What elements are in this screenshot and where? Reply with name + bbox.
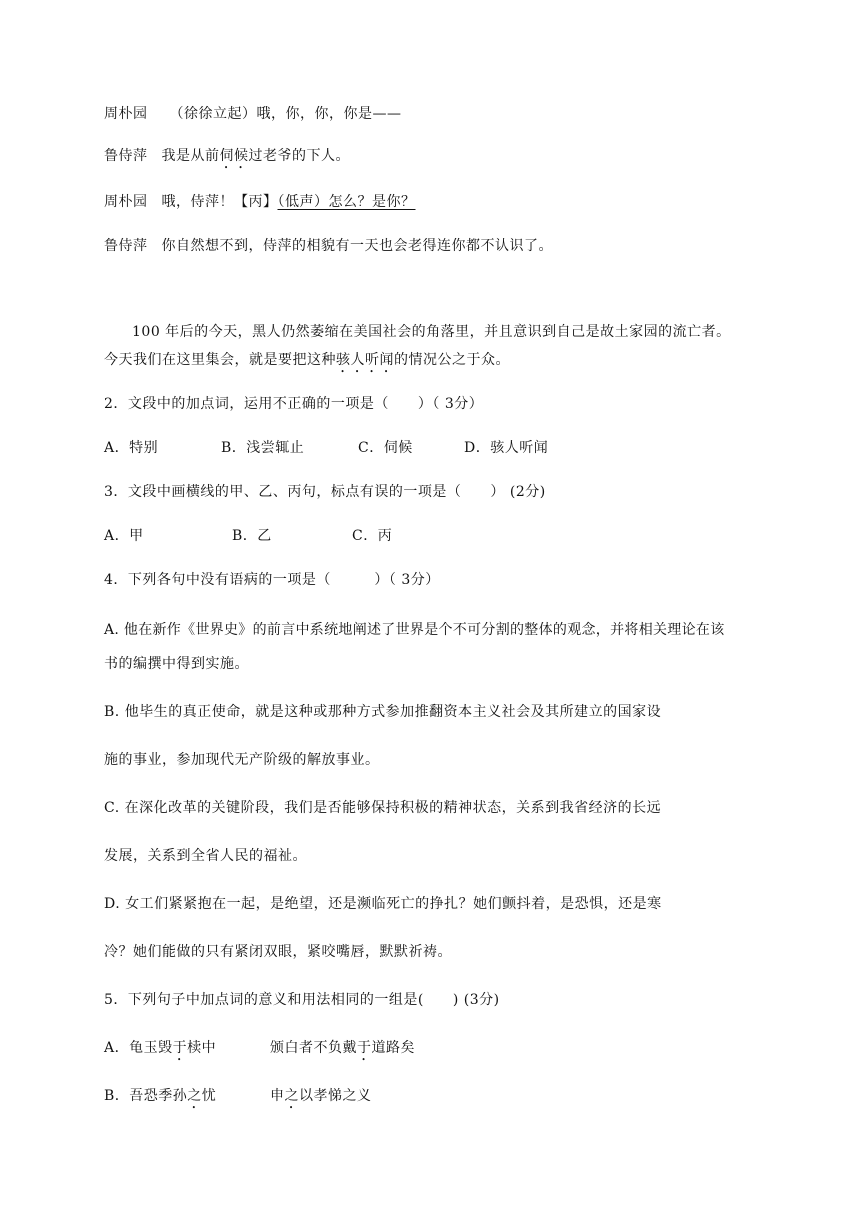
- question-3-stem: 3．文段中画横线的甲、乙、丙句，标点有误的一项是（ ） (2分): [104, 484, 546, 500]
- passage-text: 的情况公之于众。: [394, 352, 510, 368]
- q4-option-c-line-2: 发展，关系到全省人民的福祉。: [104, 848, 307, 864]
- option-c: C．丙: [352, 528, 393, 544]
- dotted-word: 于: [357, 1040, 372, 1056]
- dialogue-text: 你自然想不到，侍萍的相貌有一天也会老得连你都不认识了。: [161, 238, 553, 254]
- dialogue-line-1: [104, 104, 402, 124]
- speaker: 鲁侍萍: [104, 148, 148, 164]
- passage-text: 今天我们在这里集会，就是要把这种: [104, 352, 336, 368]
- question-2-options: [104, 438, 548, 458]
- text: 道路矣: [371, 1040, 415, 1056]
- bracket-label: 【丙】: [234, 194, 278, 210]
- text: 颁白者不负戴: [270, 1040, 357, 1056]
- dialogue-line-4: [104, 236, 553, 256]
- q4-option-a-line-2: 书的编撰中得到实施。: [104, 656, 249, 672]
- text: 忧: [201, 1088, 217, 1104]
- text: B．吾恐季孙: [104, 1088, 188, 1104]
- text: A．龟玉毁: [104, 1040, 173, 1056]
- dialogue-text: 我是从前伺候过老爷的下人。: [161, 148, 350, 164]
- q4-option-b-line-2: 施的事业，参加现代无产阶级的解放事业。: [104, 752, 380, 768]
- dotted-word: 之: [284, 1088, 299, 1104]
- q5-b-left: [104, 1086, 270, 1112]
- question-4-stem: 4．下列各句中没有语病的一项是（ ）（ 3分）: [104, 572, 440, 588]
- passage-line-2: [104, 350, 510, 376]
- q4-option-d-line-1: D. 女工们紧紧抱在一起，是绝望，还是濒临死亡的挣扎？她们颤抖着，是恐惧，还是寒: [104, 896, 662, 912]
- q5-b-right: [270, 1088, 372, 1104]
- passage-line-1: 100 年后的今天，黑人仍然萎缩在美国社会的角落里，并且意识到自己是故土家园的流亡者。: [132, 324, 731, 340]
- dialogue-line-3: [104, 192, 416, 212]
- option-b: B．浅尝辄止: [221, 440, 305, 456]
- dotted-word: 之: [187, 1088, 202, 1104]
- q5-a-left: [104, 1038, 270, 1064]
- dialogue-line-2: [104, 146, 350, 172]
- q4-option-a-line-1: A. 他在新作《世界史》的前言中系统地阐述了世界是个不可分割的整体的观念，并将相关理论在该: [104, 622, 725, 638]
- option-a: A．甲: [104, 528, 144, 544]
- q4-option-b-line-1: B. 他毕生的真正使命，就是这种或那种方式参加推翻资本主义社会及其所建立的国家设: [104, 704, 662, 720]
- q5-a-right: [270, 1040, 415, 1056]
- text: 申: [270, 1088, 285, 1104]
- question-3-options: [104, 526, 392, 546]
- q4-option-d-line-2: 冷？她们能做的只有紧闭双眼，紧咬嘴唇，默默祈祷。: [104, 944, 452, 960]
- option-c: C．伺候: [358, 440, 413, 456]
- dotted-word: 于: [172, 1040, 188, 1056]
- text: 以孝悌之义: [299, 1088, 372, 1104]
- dotted-word: 伺候: [219, 148, 249, 164]
- dotted-word: 骇人听闻: [336, 352, 394, 368]
- option-a: A．特别: [104, 440, 159, 456]
- option-b: B．乙: [232, 528, 272, 544]
- underlined-sentence: （低声）怎么？是你？: [277, 194, 416, 210]
- dialogue-text: （徐徐立起）哦，你，你，你是——: [169, 106, 402, 122]
- question-2-stem: 2．文段中的加点词，运用不正确的一项是（ ）（ 3分）: [104, 396, 484, 412]
- speaker: 周朴园: [104, 194, 148, 210]
- q5-option-a: [104, 1038, 415, 1064]
- q5-option-b: [104, 1086, 372, 1112]
- text: 椟中: [187, 1040, 217, 1056]
- speaker: 周朴园: [104, 106, 148, 122]
- q4-option-c-line-1: C. 在深化改革的关键阶段，我们是否能够保持积极的精神状态，关系到我省经济的长远: [104, 800, 662, 816]
- speaker: 鲁侍萍: [104, 238, 148, 254]
- dialogue-text: 哦，侍萍！: [161, 194, 234, 210]
- question-5-stem: 5．下列句子中加点词的意义和用法相同的一组是( ) (3分): [104, 992, 500, 1008]
- option-d: D．骇人听闻: [464, 440, 549, 456]
